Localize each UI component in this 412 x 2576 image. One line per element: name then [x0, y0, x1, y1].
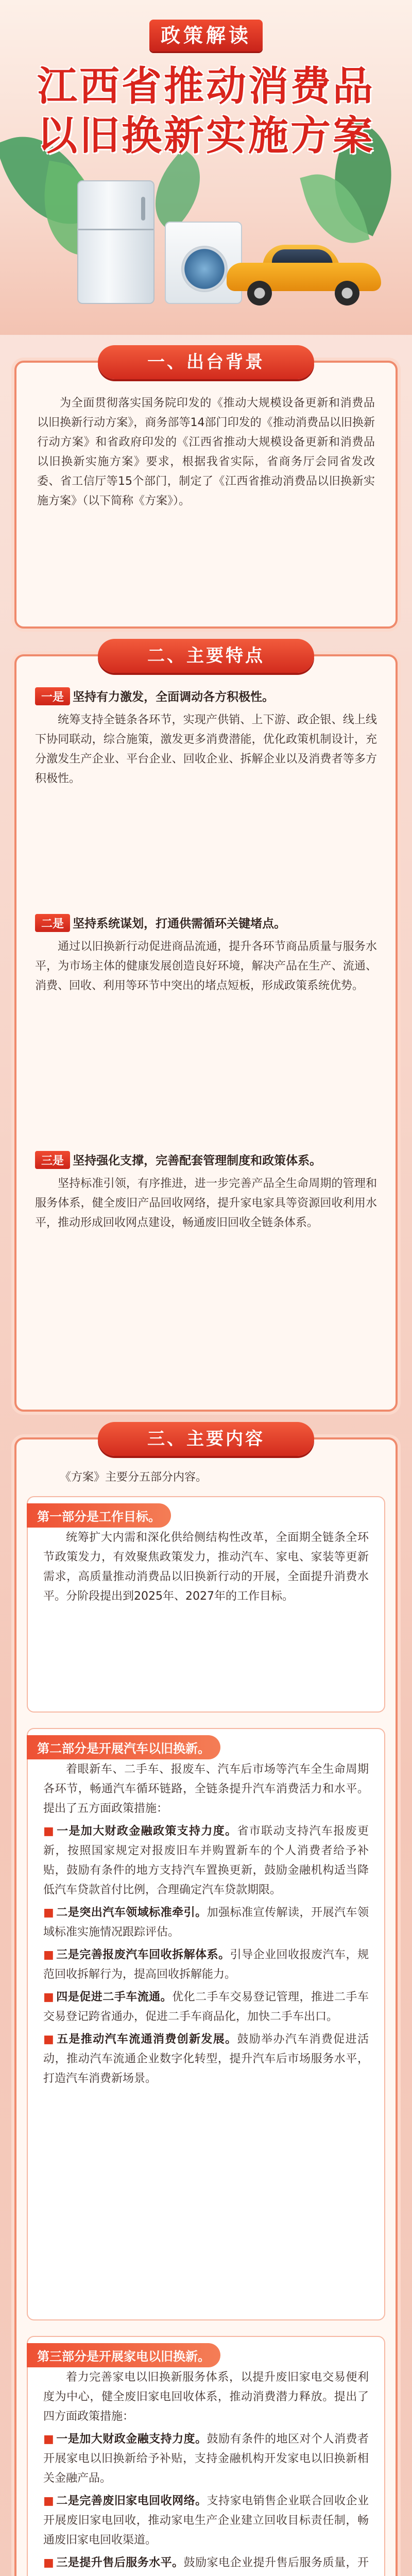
section-features — [14, 646, 398, 1412]
part-card — [27, 1496, 385, 1713]
page-title — [0, 62, 412, 161]
list-item: ■ 二是完善废旧家电回收网络。支持家电销售企业联合回收企业开展废旧家电回收，推动家电生产企业建立回收目标责任制，畅通废旧家电回收渠道。 — [43, 2495, 369, 2547]
part-body: 着力完善家电以旧换新服务体系，以提升废旧家电交易便利度为中心，健全废旧家电回收体系，推动消费潜力释放。提出了四方面政策措施： — [43, 2371, 369, 2423]
background-paragraph: 为全面贯彻落实国务院印发的《推动大规模设备更新和消费品以旧换新行动方案》，商务部等14部门印发的《推动消费品以旧换新行动方案》和省政府印发的《江西省推动大规模设备更新和消费品以旧换新实施方案》要求，根据我省实际，省商务厅会同省发改委、省工信厅等15个部门，制定了《江西省推动消费品以旧换新实施方案》（以下简称《方案》）。 — [37, 397, 375, 507]
part-title: 第三部分是开展家电以旧换新。 — [27, 2343, 220, 2367]
list-item: ■ 三是完善报废汽车回收拆解体系。引导企业回收报废汽车，规范回收拆解行为，提高回收拆解能力。 — [43, 1948, 369, 1981]
title-line-1: 江西省推动消费品 — [37, 63, 375, 110]
point-tag: 三是 — [35, 1151, 70, 1169]
point-tag: 一是 — [35, 687, 70, 705]
part-title: 第二部分是开展汽车以旧换新。 — [27, 1735, 220, 1759]
part-body: 着眼新车、二手车、报废车、汽车后市场等汽车全生命周期各环节，畅通汽车循环链路，全链条提升汽车消费活力和水平。提出了五方面政策措施： — [43, 1763, 369, 1815]
section-background — [14, 352, 398, 629]
part-title: 第一部分是工作目标。 — [27, 1503, 171, 1528]
section-content — [14, 1429, 398, 2576]
washer-door — [181, 246, 228, 292]
point-tag: 二是 — [35, 914, 70, 932]
car-wheel — [335, 281, 359, 306]
list-item: ■ 一是加大财政金融支持力度。鼓励有条件的地区对个人消费者开展家电以旧换新给予补贴，支持金融机构开发家电以旧换新相关金融产品。 — [43, 2433, 369, 2485]
section-heading: 三、主要内容 — [98, 1422, 314, 1456]
list-item: ■ 五是推动汽车流通消费创新发展。鼓励举办汽车消费促进活动，推动汽车流通企业数字化转型，提升汽车后市场服务水平，打造汽车消费新场景。 — [43, 2033, 369, 2085]
feature-point — [35, 1151, 377, 1233]
title-line-2: 以旧换新实施方案 — [37, 113, 375, 159]
point-body: 通过以旧换新行动促进商品流通，提升各环节商品质量与服务水平，为市场主体的健康发展创造良好环境，解决产品在生产、流通、消费、回收、利用等环节中突出的堵点短板，形成政策系统优势。 — [35, 940, 377, 992]
list-item: ■ 二是突出汽车领域标准牵引。加强标准宣传解读，开展汽车领域标准实施情况跟踪评估。 — [43, 1906, 369, 1939]
hero-banner — [0, 0, 412, 335]
car-wheel — [247, 281, 272, 306]
fridge-illustration — [77, 180, 154, 304]
content-intro: 《方案》主要分五部分内容。 — [60, 1471, 208, 1484]
point-lead: 坚持强化支撑，完善配套管理制度和政策体系。 — [73, 1154, 322, 1167]
point-body: 坚持标准引领，有序推进，进一步完善产品全生命周期的管理和服务体系，健全废旧产品回收网络，提升家电家具等资源回收利用水平，推动形成回收网点建设，畅通废旧回收全链条体系。 — [35, 1177, 377, 1229]
point-lead: 坚持有力激发，全面调动各方积极性。 — [73, 690, 274, 704]
feature-point — [35, 687, 377, 789]
part-card — [27, 2336, 385, 2576]
part-card — [27, 1728, 385, 2320]
feature-point — [35, 914, 377, 996]
list-item: ■ 三是提升售后服务水平。鼓励家电企业提升售后服务质量，开 — [43, 2556, 369, 2569]
section-heading: 二、主要特点 — [98, 639, 314, 673]
part-body: 统筹扩大内需和深化供给侧结构性改革，全面期全链条全环节政策发力，有效聚焦政策发力，推动汽车、家电、家装等更新需求，高质量推动消费品以旧换新行动的开展，全面提升消费水平。分阶段提出到2025年、2027年的工作目标。 — [43, 1531, 369, 1603]
hero-tag: 政策解读 — [149, 20, 263, 52]
list-item: ■ 一是加大财政金融政策支持力度。省市联动支持汽车报废更新，按照国家规定对报废旧车并购置新车的个人消费者给予补贴，鼓励有条件的地方支持汽车置换更新，鼓励金融机构适当降低汽车贷款首付比例，合理确定汽车贷款期限。 — [43, 1825, 369, 1896]
point-body: 统筹支持全链条各环节，实现产供销、上下游、政企银、线上线下协同联动，综合施策，激发更多消费潜能，优化政策机制设计，充分激发生产企业、平台企业、回收企业、拆解企业以及消费者等多方积极性。 — [35, 714, 377, 785]
car-illustration — [227, 242, 381, 299]
list-item: ■ 四是促进二手车流通。优化二手车交易登记管理，推进二手车交易登记跨省通办，促进二手车商品化，加快二手车出口。 — [43, 1991, 369, 2023]
point-lead: 坚持系统谋划，打通供需循环关键堵点。 — [73, 917, 286, 930]
section-heading: 一、出台背景 — [98, 345, 314, 379]
